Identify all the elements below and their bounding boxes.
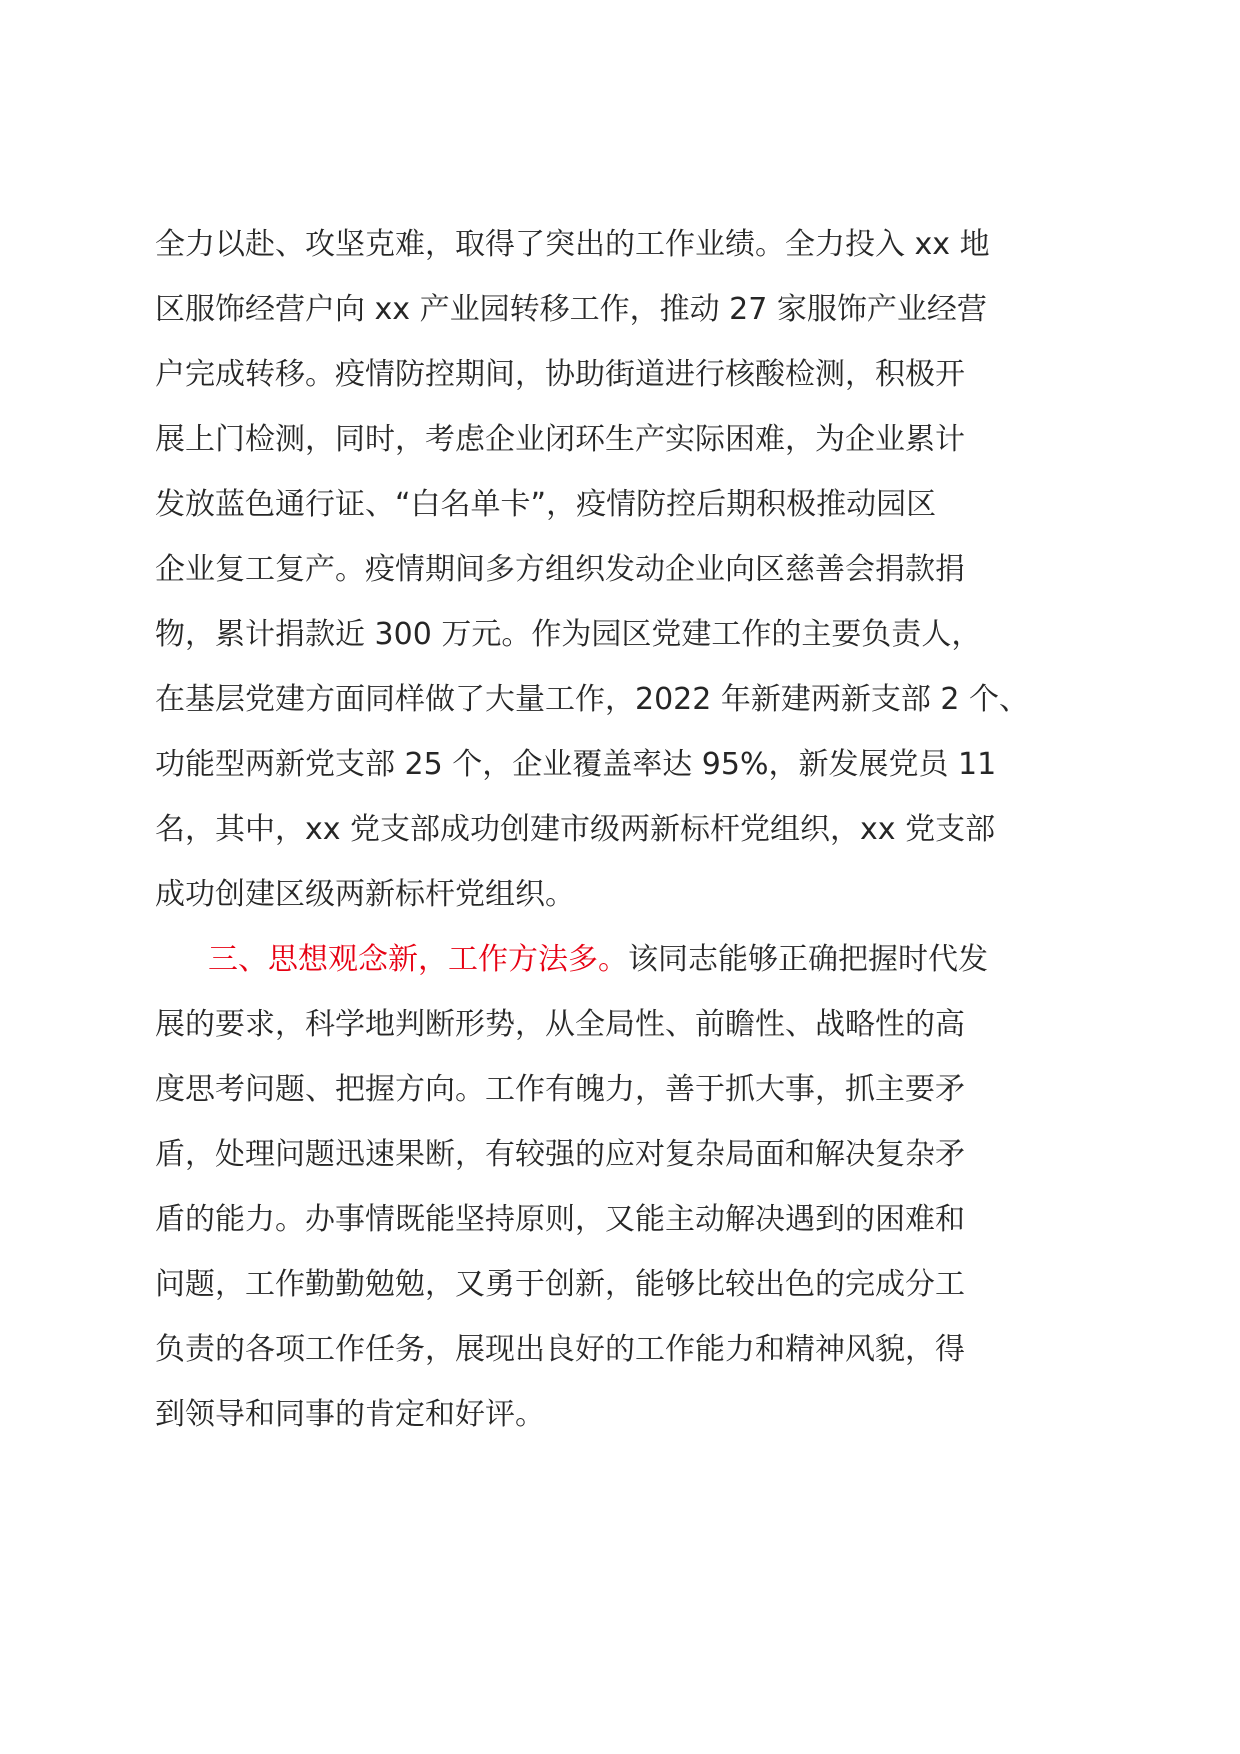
text-line: 区服饰经营户向 xx 产业园转移工作，推动 27 家服饰产业经营 — [155, 292, 987, 327]
text-line: 度思考问题、把握方向。工作有魄力，善于抓大事，抓主要矛 — [155, 1072, 965, 1107]
text-line: 盾，处理问题迅速果断，有较强的应对复杂局面和解决复杂矛 — [155, 1137, 965, 1172]
text-line: 发放蓝色通行证、“白名单卡”，疫情防控后期积极推动园区 — [155, 487, 937, 522]
paragraph-section-three — [155, 927, 1095, 1447]
text-line: 全力以赴、攻坚克难，取得了突出的工作业绩。全力投入 xx 地 — [155, 227, 990, 262]
text-line: 功能型两新党支部 25 个，企业覆盖率达 95%，新发展党员 11 — [155, 747, 997, 782]
section-heading: 三、思想观念新，工作方法多。 — [208, 942, 628, 977]
text-line: 到领导和同事的肯定和好评。 — [155, 1397, 545, 1432]
text-line: 户完成转移。疫情防控期间，协助街道进行核酸检测，积极开 — [155, 357, 965, 392]
text-line: 成功创建区级两新标杆党组织。 — [155, 877, 575, 912]
text-line: 展的要求，科学地判断形势，从全局性、前瞻性、战略性的高 — [155, 1007, 965, 1042]
text-line: 展上门检测，同时，考虑企业闭环生产实际困难，为企业累计 — [155, 422, 965, 457]
document-body — [155, 212, 1095, 1447]
text-line: 在基层党建方面同样做了大量工作，2022 年新建两新支部 2 个、 — [155, 682, 1030, 717]
text-line: 物，累计捐款近 300 万元。作为园区党建工作的主要负责人， — [155, 617, 982, 652]
text-line: 负责的各项工作任务，展现出良好的工作能力和精神风貌，得 — [155, 1332, 965, 1367]
text-run: 该同志能够正确把握时代发 — [628, 942, 988, 977]
text-line — [155, 927, 1095, 992]
text-line: 盾的能力。办事情既能坚持原则，又能主动解决遇到的困难和 — [155, 1202, 965, 1237]
text-line: 问题，工作勤勤勉勉，又勇于创新，能够比较出色的完成分工 — [155, 1267, 965, 1302]
text-line: 企业复工复产。疫情期间多方组织发动企业向区慈善会捐款捐 — [155, 552, 965, 587]
paragraph-achievements — [155, 212, 1095, 927]
text-line: 名，其中，xx 党支部成功创建市级两新标杆党组织，xx 党支部 — [155, 812, 996, 847]
